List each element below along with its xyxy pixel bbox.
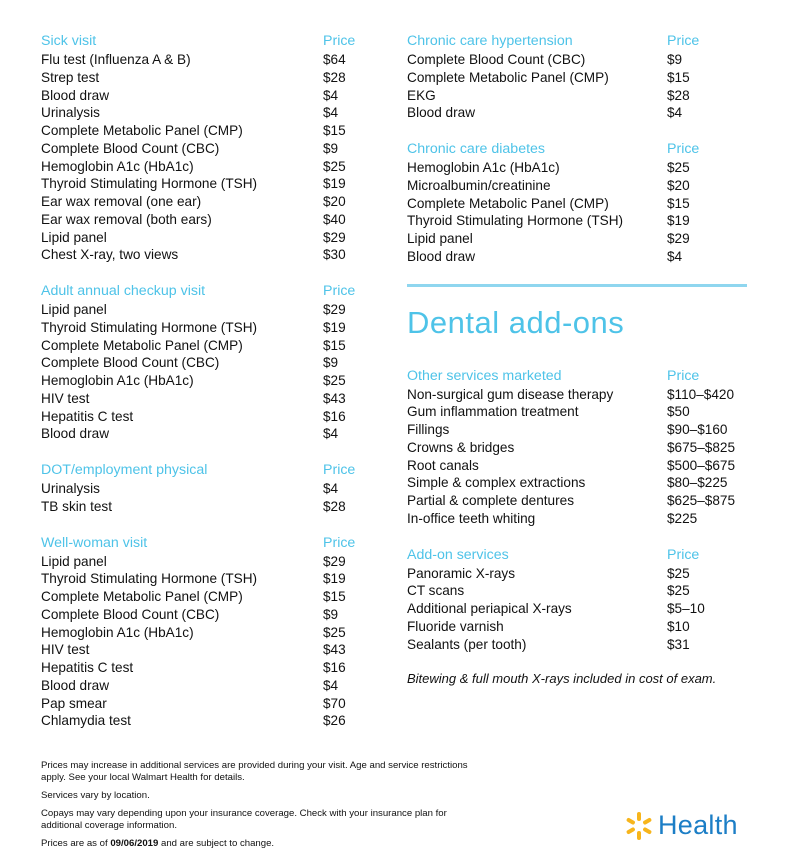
service-name: In-office teeth whiting (407, 510, 536, 526)
service-price: $9 (323, 606, 339, 622)
service-row (407, 195, 747, 213)
service-name: Chlamydia test (41, 713, 131, 729)
section-title: Well-woman visit (41, 534, 148, 551)
service-row (407, 104, 747, 122)
service-name: Complete Metabolic Panel (CMP) (41, 123, 243, 138)
right-column (407, 32, 747, 686)
service-price: $50 (667, 404, 690, 420)
section-header (407, 140, 747, 159)
section-title: Adult annual checkup visit (41, 283, 206, 299)
service-price: $625–$875 (667, 493, 736, 508)
service-name: EKG (407, 87, 436, 103)
service-price: $19 (323, 319, 346, 335)
section-title: Sick visit (41, 33, 97, 49)
service-row (41, 122, 361, 140)
service-name: HIV test (41, 642, 90, 658)
dental-note: Bitewing & full mouth X-rays included in cost of exam. (407, 671, 717, 687)
service-name: Thyroid Stimulating Hormone (TSH) (41, 319, 258, 335)
service-row (41, 229, 361, 247)
price-column-header: Price (667, 367, 700, 384)
service-row (41, 158, 361, 176)
service-price: $4 (323, 426, 339, 442)
service-row (41, 337, 361, 355)
service-name: Complete Blood Count (CBC) (407, 52, 586, 67)
service-name: Pap smear (41, 695, 107, 711)
service-price: $5–10 (667, 601, 705, 616)
price-column-header: Price (667, 546, 700, 563)
service-price: $28 (323, 69, 346, 85)
service-price: $16 (323, 408, 346, 424)
service-price: $31 (667, 636, 690, 652)
service-price: $80–$225 (667, 475, 728, 491)
service-name: Complete Metabolic Panel (CMP) (41, 337, 243, 353)
price-column-header: Price (323, 462, 356, 478)
service-name: Complete Blood Count (CBC) (41, 355, 220, 371)
chronic-care-group (407, 32, 747, 266)
price-date: 09/06/2019 (110, 838, 159, 849)
footer-date-note (41, 838, 481, 850)
service-price: $10 (667, 618, 690, 634)
service-name: Strep test (41, 69, 100, 85)
service-row (41, 51, 361, 69)
section-header (41, 461, 361, 480)
service-name: Hemoglobin A1c (HbA1c) (407, 160, 560, 175)
service-price: $26 (323, 713, 346, 729)
service-price: $225 (667, 510, 698, 526)
service-price: $29 (667, 231, 690, 246)
service-name: Blood draw (407, 105, 476, 121)
service-price: $25 (323, 158, 346, 174)
service-price: $19 (323, 571, 346, 587)
service-row (407, 51, 747, 69)
service-price: $30 (323, 247, 346, 263)
service-price: $40 (323, 211, 346, 227)
date-prefix: Prices are as of (41, 838, 111, 849)
service-name: Sealants (per tooth) (407, 636, 527, 652)
service-name: Thyroid Stimulating Hormone (TSH) (41, 571, 258, 587)
service-row (41, 246, 361, 264)
price-section (41, 461, 361, 516)
service-name: Hemoglobin A1c (HbA1c) (41, 373, 194, 388)
service-name: Complete Metabolic Panel (CMP) (41, 589, 243, 604)
service-price: $9 (667, 52, 683, 67)
logo-text: Health (658, 810, 738, 840)
service-price: $19 (323, 176, 346, 192)
service-row (41, 390, 361, 408)
service-name: TB skin test (41, 498, 113, 514)
service-name: Blood draw (407, 248, 476, 264)
service-row (407, 636, 747, 654)
price-section (407, 546, 747, 654)
section-title: Chronic care hypertension (407, 33, 573, 49)
service-price: $70 (323, 695, 346, 711)
service-price: $4 (667, 105, 683, 121)
service-name: Complete Blood Count (CBC) (41, 140, 220, 156)
service-price: $28 (667, 87, 690, 103)
service-row (407, 230, 747, 248)
service-row (41, 319, 361, 337)
service-row (41, 140, 361, 158)
service-row (407, 159, 747, 177)
dental-title: Dental add-ons (407, 304, 625, 340)
service-row (407, 600, 747, 618)
service-name: Hemoglobin A1c (HbA1c) (41, 158, 194, 174)
walmart-health-logo (624, 810, 738, 841)
service-row (41, 570, 361, 588)
service-name: Thyroid Stimulating Hormone (TSH) (407, 213, 624, 229)
service-row (407, 403, 747, 421)
service-row (407, 386, 747, 404)
service-price: $29 (323, 302, 346, 317)
service-price: $4 (323, 481, 339, 496)
service-name: Hepatitis C test (41, 660, 134, 675)
service-row (41, 175, 361, 193)
service-row (407, 212, 747, 230)
service-name: Urinalysis (41, 105, 100, 121)
service-name: Lipid panel (41, 302, 107, 317)
service-price: $43 (323, 390, 346, 406)
service-price: $675–$825 (667, 439, 736, 455)
service-price: $20 (323, 194, 346, 209)
service-row (41, 606, 361, 624)
price-section (41, 32, 361, 264)
service-row (407, 582, 747, 600)
service-price: $15 (323, 589, 346, 604)
service-name: Chest X-ray, two views (41, 247, 179, 263)
section-header (407, 367, 747, 386)
service-name: Non-surgical gum disease therapy (407, 386, 614, 402)
service-row (407, 69, 747, 87)
service-name: Lipid panel (41, 229, 107, 245)
service-name: Blood draw (41, 677, 110, 693)
service-row (41, 301, 361, 319)
service-row (407, 457, 747, 475)
service-name: CT scans (407, 583, 465, 599)
service-row (407, 492, 747, 510)
service-name: Partial & complete dentures (407, 493, 574, 508)
service-name: Microalbumin/creatinine (407, 177, 551, 193)
price-section (407, 367, 747, 528)
service-row (41, 624, 361, 642)
service-row (407, 510, 747, 528)
service-price: $29 (323, 229, 346, 245)
service-name: Fillings (407, 422, 450, 437)
service-name: Fluoride varnish (407, 618, 504, 634)
section-header (407, 32, 747, 51)
service-price: $25 (323, 373, 346, 388)
service-price: $28 (323, 498, 346, 514)
service-price: $20 (667, 177, 690, 193)
service-name: Simple & complex extractions (407, 475, 586, 491)
service-price: $4 (323, 677, 339, 693)
dental-group (407, 367, 747, 654)
service-name: Complete Metabolic Panel (CMP) (407, 69, 609, 85)
service-row (407, 439, 747, 457)
service-price: $15 (667, 195, 690, 211)
service-row (41, 408, 361, 426)
left-column (41, 32, 361, 748)
service-name: Lipid panel (407, 231, 473, 246)
service-row (41, 659, 361, 677)
service-price: $9 (323, 355, 339, 371)
price-column-header: Price (667, 33, 700, 49)
section-divider (407, 284, 747, 287)
service-price: $4 (667, 248, 683, 264)
service-row (41, 712, 361, 730)
walmart-spark-icon (624, 811, 654, 841)
section-header (41, 32, 361, 51)
service-row (41, 193, 361, 211)
service-price: $15 (323, 123, 346, 138)
service-name: Thyroid Stimulating Hormone (TSH) (41, 176, 258, 192)
service-row (407, 421, 747, 439)
service-row (407, 565, 747, 583)
section-header (41, 534, 361, 553)
service-name: Additional periapical X-rays (407, 601, 572, 616)
service-price: $25 (323, 624, 346, 640)
service-name: Complete Metabolic Panel (CMP) (407, 195, 609, 211)
service-name: Blood draw (41, 426, 110, 442)
service-name: Urinalysis (41, 481, 100, 496)
service-row (41, 695, 361, 713)
service-name: Ear wax removal (one ear) (41, 194, 202, 209)
section-header (41, 282, 361, 301)
footer (41, 760, 481, 856)
service-name: Blood draw (41, 87, 110, 103)
service-price: $4 (323, 105, 339, 121)
footer-disclaimer: Prices may increase in additional services are provided during your visit. Age and service restrictions apply. See your local Walmart Health for details. (41, 760, 468, 783)
price-column-header: Price (323, 283, 356, 299)
section-title: Other services marketed (407, 367, 562, 384)
date-suffix: and are subject to change. (158, 838, 275, 849)
service-name: HIV test (41, 390, 90, 406)
service-row (41, 354, 361, 372)
service-name: Flu test (Influenza A & B) (41, 52, 191, 67)
price-section (407, 140, 747, 266)
service-price: $110–$420 (667, 386, 735, 402)
service-name: Lipid panel (41, 553, 107, 569)
service-price: $90–$160 (667, 422, 728, 437)
service-price: $43 (323, 642, 346, 658)
service-row (41, 498, 361, 516)
service-name: Gum inflammation treatment (407, 404, 579, 420)
service-row (41, 641, 361, 659)
service-price: $16 (323, 660, 346, 675)
service-price: $500–$675 (667, 457, 736, 473)
service-price: $4 (323, 87, 339, 103)
price-column-header: Price (323, 534, 356, 551)
service-price: $9 (323, 140, 339, 156)
service-row (407, 248, 747, 266)
section-title: Chronic care diabetes (407, 141, 546, 157)
service-price: $19 (667, 213, 690, 229)
service-row (41, 69, 361, 87)
price-section (41, 282, 361, 443)
section-title: Add-on services (407, 546, 509, 563)
service-price: $15 (667, 69, 690, 85)
service-row (41, 553, 361, 571)
service-name: Complete Blood Count (CBC) (41, 606, 220, 622)
service-price: $15 (323, 337, 346, 353)
service-name: Root canals (407, 457, 479, 473)
service-row (41, 588, 361, 606)
service-name: Panoramic X-rays (407, 565, 516, 581)
service-name: Hemoglobin A1c (HbA1c) (41, 624, 194, 640)
service-row (41, 480, 361, 498)
price-section (407, 32, 747, 122)
service-name: Hepatitis C test (41, 408, 134, 424)
service-price: $29 (323, 553, 346, 569)
service-row (41, 87, 361, 105)
footer-copay-note: Copays may vary depending upon your insurance coverage. Check with your insurance plan for additional coverage information. (41, 808, 447, 831)
service-price: $25 (667, 160, 690, 175)
service-row (41, 211, 361, 229)
service-price: $25 (667, 565, 690, 581)
service-name: Ear wax removal (both ears) (41, 211, 212, 227)
service-row (407, 87, 747, 105)
service-row (407, 177, 747, 195)
service-row (41, 425, 361, 443)
price-column-header: Price (667, 141, 700, 157)
service-row (41, 677, 361, 695)
service-row (41, 372, 361, 390)
service-price: $64 (323, 52, 346, 67)
service-row (407, 618, 747, 636)
section-title: DOT/employment physical (41, 462, 208, 478)
service-row (407, 474, 747, 492)
section-header (407, 546, 747, 565)
price-column-header: Price (323, 33, 356, 49)
price-section (41, 534, 361, 731)
service-row (41, 104, 361, 122)
service-price: $25 (667, 583, 690, 599)
footer-location-note: Services vary by location. (41, 790, 150, 801)
service-name: Crowns & bridges (407, 439, 515, 455)
